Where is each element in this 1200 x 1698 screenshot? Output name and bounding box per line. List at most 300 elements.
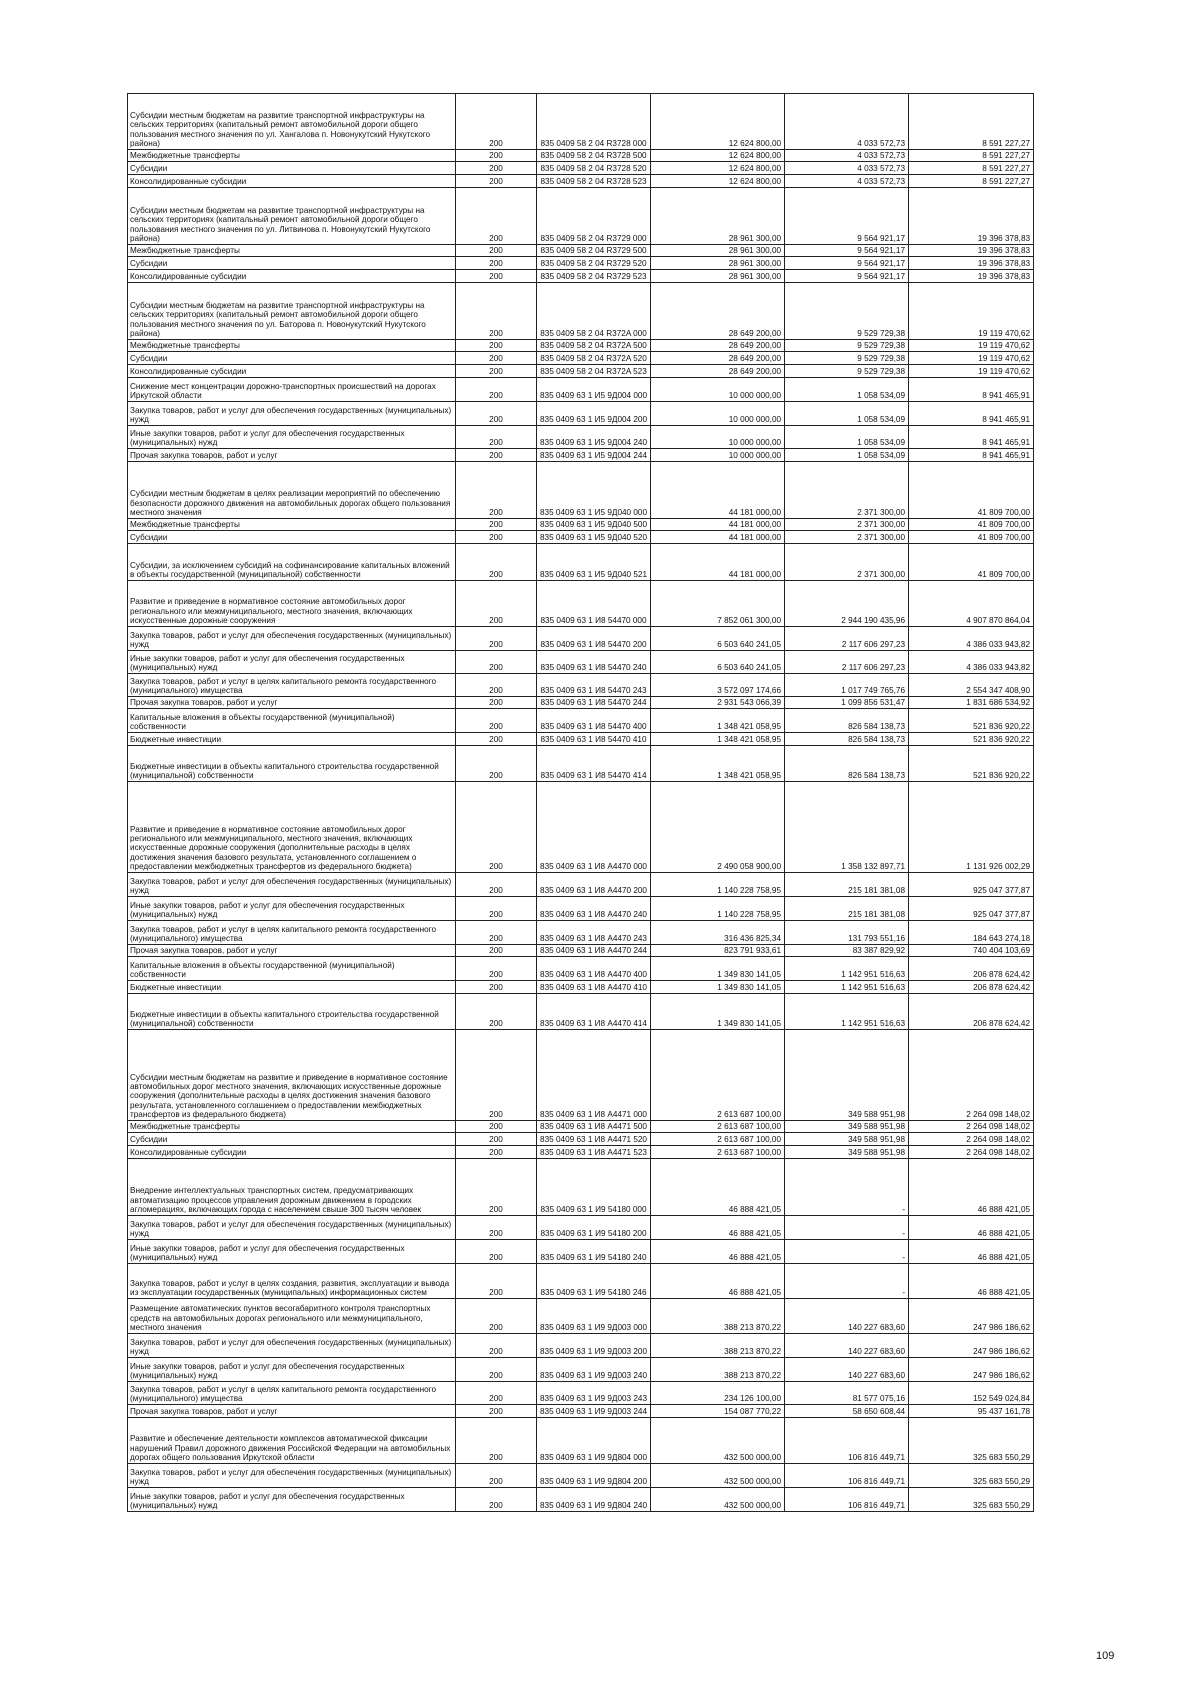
table-row [128,1299,1034,1334]
row-kbk-cell: 835 0409 58 2 04 R3729 520 [537,257,651,270]
row-kbk-cell: 835 0409 63 1 И5 9Д040 500 [537,519,651,531]
row-approved-cell: 1 349 830 141,05 [651,994,785,1030]
row-code-cell: 200 [456,1418,537,1464]
row-name-cell: Субсидии [128,257,456,270]
row-remainder-cell: 184 643 274,18 [909,921,1034,945]
row-code-cell: 200 [456,257,537,270]
table-row [128,1133,1034,1146]
row-name-cell: Межбюджетные трансферты [128,340,456,352]
row-executed-cell: 58 650 608,44 [785,1405,909,1418]
row-kbk-cell: 835 0409 63 1 И8 54470 240 [537,651,651,674]
row-name-cell: Бюджетные инвестиции в объекты капитального строительства государственной (муниципальной) собственности [128,994,456,1030]
row-executed-cell: 349 588 951,98 [785,1146,909,1159]
row-kbk-cell: 835 0409 58 2 04 R3728 523 [537,175,651,188]
row-executed-cell: - [785,1216,909,1240]
row-approved-cell: 46 888 421,05 [651,1264,785,1299]
row-remainder-cell: 206 878 624,42 [909,957,1034,981]
row-executed-cell: - [785,1240,909,1264]
row-name-cell: Закупка товаров, работ и услуг для обеспечения государственных (муниципальных) нужд [128,873,456,897]
row-code-cell: 200 [456,1121,537,1133]
row-executed-cell: 1 058 534,09 [785,426,909,449]
row-remainder-cell: 46 888 421,05 [909,1216,1034,1240]
row-remainder-cell: 8 941 465,91 [909,426,1034,449]
table-row [128,1418,1034,1464]
row-approved-cell: 1 349 830 141,05 [651,981,785,994]
row-remainder-cell: 247 986 186,62 [909,1334,1034,1358]
table-row [128,270,1034,283]
row-code-cell: 200 [456,1264,537,1299]
row-approved-cell: 2 613 687 100,00 [651,1146,785,1159]
row-kbk-cell: 835 0409 63 1 И5 9Д004 200 [537,402,651,426]
row-code-cell: 200 [456,449,537,462]
row-executed-cell: 131 793 551,16 [785,921,909,945]
row-remainder-cell: 521 836 920,22 [909,733,1034,746]
row-name-cell: Развитие и приведение в нормативное состояние автомобильных дорог регионального или межмуниципального, местного значения, включающих искусственные дорожные сооружения (дополнительные расходы в целях достижения значения базового результата, установленного соглашением о предоставлении межбюджетных трансфертов из федерального бюджета) [128,782,456,873]
table-row [128,426,1034,449]
table-row [128,581,1034,627]
row-name-cell: Межбюджетные трансферты [128,245,456,257]
table-row [128,994,1034,1030]
row-approved-cell: 2 613 687 100,00 [651,1030,785,1121]
row-kbk-cell: 835 0409 63 1 И8 А4471 520 [537,1133,651,1146]
row-name-cell: Субсидии [128,162,456,175]
row-name-cell: Закупка товаров, работ и услуг в целях капитального ремонта государственного (муниципального) имущества [128,1382,456,1405]
row-approved-cell: 46 888 421,05 [651,1159,785,1216]
row-name-cell: Прочая закупка товаров, работ и услуг [128,697,456,709]
row-name-cell: Межбюджетные трансферты [128,150,456,162]
table-row [128,674,1034,697]
row-kbk-cell: 835 0409 63 1 И5 9Д040 521 [537,544,651,581]
row-code-cell: 200 [456,651,537,674]
row-name-cell: Внедрение интеллектуальных транспортных систем, предусматривающих автоматизацию процессов управления дорожным движением в городских агломерациях, включающих города с населением свыше 300 тысяч человек [128,1159,456,1216]
row-remainder-cell: 4 386 033 943,82 [909,651,1034,674]
row-remainder-cell: 19 396 378,83 [909,245,1034,257]
row-name-cell: Субсидии [128,531,456,544]
row-approved-cell: 154 087 770,22 [651,1405,785,1418]
row-code-cell: 200 [456,1382,537,1405]
row-kbk-cell: 835 0409 63 1 И8 А4471 523 [537,1146,651,1159]
row-name-cell: Закупка товаров, работ и услуг для обеспечения государственных (муниципальных) нужд [128,1464,456,1488]
row-kbk-cell: 835 0409 63 1 И8 54470 410 [537,733,651,746]
row-name-cell: Бюджетные инвестиции [128,981,456,994]
row-executed-cell: 4 033 572,73 [785,94,909,150]
row-remainder-cell: 8 941 465,91 [909,402,1034,426]
row-approved-cell: 1 140 228 758,95 [651,873,785,897]
table-row [128,1264,1034,1299]
table-row [128,651,1034,674]
row-code-cell: 200 [456,365,537,378]
row-executed-cell: 349 588 951,98 [785,1133,909,1146]
row-code-cell: 200 [456,1030,537,1121]
row-remainder-cell: 19 119 470,62 [909,352,1034,365]
row-remainder-cell: 8 591 227,27 [909,175,1034,188]
row-code-cell: 200 [456,897,537,921]
row-approved-cell: 28 961 300,00 [651,245,785,257]
row-code-cell: 200 [456,175,537,188]
row-name-cell: Субсидии местным бюджетам на развитие и приведение в нормативное состояние автомобильных дорог местного значения, включающих искусственные дорожные сооружения (дополнительные расходы в целях достижения значения базового результата, установленного соглашением о предоставлении межбюджетных трансфертов из федерального бюджета) [128,1030,456,1121]
row-approved-cell: 234 126 100,00 [651,1382,785,1405]
table-row [128,365,1034,378]
row-code-cell: 200 [456,674,537,697]
row-name-cell: Иные закупки товаров, работ и услуг для обеспечения государственных (муниципальных) нужд [128,1358,456,1382]
row-name-cell: Субсидии местным бюджетам на развитие транспортной инфраструктуры на сельских территориях (капитальный ремонт автомобильной дороги общего пользования местного значения по ул. Баторова п. Новонукутский Нукутского района) [128,283,456,340]
row-remainder-cell: 206 878 624,42 [909,994,1034,1030]
row-kbk-cell: 835 0409 63 1 И9 9Д003 244 [537,1405,651,1418]
table-row [128,1030,1034,1121]
row-executed-cell: 1 017 749 765,76 [785,674,909,697]
row-name-cell: Закупка товаров, работ и услуг для обеспечения государственных (муниципальных) нужд [128,1216,456,1240]
row-executed-cell: 140 227 683,60 [785,1358,909,1382]
row-remainder-cell: 325 683 550,29 [909,1464,1034,1488]
row-approved-cell: 10 000 000,00 [651,449,785,462]
row-approved-cell: 388 213 870,22 [651,1299,785,1334]
table-row [128,462,1034,519]
row-approved-cell: 10 000 000,00 [651,402,785,426]
row-code-cell: 200 [456,1146,537,1159]
row-executed-cell: 9 529 729,38 [785,340,909,352]
row-name-cell: Иные закупки товаров, работ и услуг для обеспечения государственных (муниципальных) нужд [128,1488,456,1512]
row-remainder-cell: 247 986 186,62 [909,1358,1034,1382]
table-row [128,1405,1034,1418]
row-name-cell: Капитальные вложения в объекты государственной (муниципальной) собственности [128,709,456,733]
row-name-cell: Прочая закупка товаров, работ и услуг [128,945,456,957]
row-approved-cell: 44 181 000,00 [651,519,785,531]
row-remainder-cell: 4 907 870 864,04 [909,581,1034,627]
row-remainder-cell: 8 941 465,91 [909,449,1034,462]
row-executed-cell: 1 358 132 897,71 [785,782,909,873]
row-kbk-cell: 835 0409 63 1 И8 А4471 500 [537,1121,651,1133]
row-code-cell: 200 [456,957,537,981]
row-name-cell: Закупка товаров, работ и услуг для обеспечения государственных (муниципальных) нужд [128,402,456,426]
row-code-cell: 200 [456,188,537,245]
row-remainder-cell: 41 809 700,00 [909,544,1034,581]
row-approved-cell: 6 503 640 241,05 [651,651,785,674]
table-row [128,1382,1034,1405]
row-remainder-cell: 925 047 377,87 [909,897,1034,921]
row-kbk-cell: 835 0409 63 1 И8 А4471 000 [537,1030,651,1121]
row-approved-cell: 316 436 825,34 [651,921,785,945]
row-name-cell: Развитие и обеспечение деятельности комплексов автоматической фиксации нарушений Правил дорожного движения Российской Федерации на автомобильных дорогах общего пользования Иркутской области [128,1418,456,1464]
row-code-cell: 200 [456,544,537,581]
row-name-cell: Закупка товаров, работ и услуг для обеспечения государственных (муниципальных) нужд [128,1334,456,1358]
row-executed-cell: 1 142 951 516,63 [785,994,909,1030]
row-code-cell: 200 [456,283,537,340]
row-kbk-cell: 835 0409 63 1 И9 54180 240 [537,1240,651,1264]
row-code-cell: 200 [456,1405,537,1418]
table-row [128,1240,1034,1264]
row-name-cell: Субсидии [128,1133,456,1146]
table-row [128,1488,1034,1512]
row-executed-cell: 1 099 856 531,47 [785,697,909,709]
row-code-cell: 200 [456,150,537,162]
row-kbk-cell: 835 0409 63 1 И8 54470 400 [537,709,651,733]
table-row [128,352,1034,365]
row-remainder-cell: 325 683 550,29 [909,1488,1034,1512]
table-row [128,921,1034,945]
row-executed-cell: - [785,1264,909,1299]
row-kbk-cell: 835 0409 58 2 04 R3728 500 [537,150,651,162]
row-approved-cell: 10 000 000,00 [651,378,785,402]
row-approved-cell: 1 348 421 058,95 [651,733,785,746]
row-executed-cell: 1 058 534,09 [785,378,909,402]
table-row [128,897,1034,921]
table-row [128,945,1034,957]
row-kbk-cell: 835 0409 58 2 04 R3729 000 [537,188,651,245]
row-approved-cell: 432 500 000,00 [651,1488,785,1512]
row-remainder-cell: 4 386 033 943,82 [909,627,1034,651]
table-row [128,782,1034,873]
row-code-cell: 200 [456,945,537,957]
row-remainder-cell: 8 591 227,27 [909,150,1034,162]
row-kbk-cell: 835 0409 58 2 04 R372A 500 [537,340,651,352]
row-code-cell: 200 [456,1358,537,1382]
row-code-cell: 200 [456,270,537,283]
row-remainder-cell: 8 591 227,27 [909,162,1034,175]
row-kbk-cell: 835 0409 63 1 И9 9Д003 243 [537,1382,651,1405]
row-kbk-cell: 835 0409 63 1 И9 9Д003 000 [537,1299,651,1334]
row-name-cell: Иные закупки товаров, работ и услуг для обеспечения государственных (муниципальных) нужд [128,1240,456,1264]
row-approved-cell: 46 888 421,05 [651,1216,785,1240]
row-remainder-cell: 46 888 421,05 [909,1159,1034,1216]
row-executed-cell: 83 387 829,92 [785,945,909,957]
row-executed-cell: 2 371 300,00 [785,531,909,544]
row-name-cell: Консолидированные субсидии [128,1146,456,1159]
row-executed-cell: 349 588 951,98 [785,1030,909,1121]
row-kbk-cell: 835 0409 63 1 И8 А4470 400 [537,957,651,981]
row-approved-cell: 44 181 000,00 [651,531,785,544]
row-code-cell: 200 [456,697,537,709]
row-executed-cell: 349 588 951,98 [785,1121,909,1133]
row-name-cell: Бюджетные инвестиции [128,733,456,746]
row-name-cell: Закупка товаров, работ и услуг в целях капитального ремонта государственного (муниципального) имущества [128,674,456,697]
row-kbk-cell: 835 0409 63 1 И9 9Д003 240 [537,1358,651,1382]
row-code-cell: 200 [456,245,537,257]
row-executed-cell: 826 584 138,73 [785,709,909,733]
row-code-cell: 200 [456,352,537,365]
row-name-cell: Закупка товаров, работ и услуг в целях капитального ремонта государственного (муниципального) имущества [128,921,456,945]
row-remainder-cell: 521 836 920,22 [909,746,1034,782]
row-remainder-cell: 2 264 098 148,02 [909,1133,1034,1146]
page-number: 109 [1096,1650,1115,1662]
row-kbk-cell: 835 0409 63 1 И8 А4470 200 [537,873,651,897]
row-name-cell: Закупка товаров, работ и услуг для обеспечения государственных (муниципальных) нужд [128,627,456,651]
row-remainder-cell: 2 554 347 408,90 [909,674,1034,697]
row-approved-cell: 3 572 097 174,66 [651,674,785,697]
row-approved-cell: 44 181 000,00 [651,462,785,519]
budget-table-body [128,94,1034,1512]
row-executed-cell: 4 033 572,73 [785,150,909,162]
row-name-cell: Капитальные вложения в объекты государственной (муниципальной) собственности [128,957,456,981]
row-name-cell: Субсидии местным бюджетам на развитие транспортной инфраструктуры на сельских территориях (капитальный ремонт автомобильной дороги общего пользования местного значения по ул. Литвинова п. Новонукутский Нукутского района) [128,188,456,245]
row-remainder-cell: 247 986 186,62 [909,1299,1034,1334]
row-approved-cell: 1 348 421 058,95 [651,746,785,782]
row-remainder-cell: 740 404 103,69 [909,945,1034,957]
row-remainder-cell: 19 119 470,62 [909,283,1034,340]
row-approved-cell: 12 624 800,00 [651,94,785,150]
row-remainder-cell: 8 941 465,91 [909,378,1034,402]
row-executed-cell: 106 816 449,71 [785,1418,909,1464]
table-row [128,175,1034,188]
table-row [128,257,1034,270]
row-approved-cell: 388 213 870,22 [651,1334,785,1358]
row-remainder-cell: 95 437 161,78 [909,1405,1034,1418]
row-code-cell: 200 [456,733,537,746]
row-kbk-cell: 835 0409 63 1 И9 9Д804 240 [537,1488,651,1512]
row-kbk-cell: 835 0409 63 1 И8 54470 243 [537,674,651,697]
row-approved-cell: 823 791 933,61 [651,945,785,957]
row-code-cell: 200 [456,873,537,897]
row-executed-cell: 140 227 683,60 [785,1334,909,1358]
row-executed-cell: 2 371 300,00 [785,544,909,581]
row-remainder-cell: 46 888 421,05 [909,1240,1034,1264]
row-code-cell: 200 [456,1299,537,1334]
table-row [128,340,1034,352]
row-name-cell: Иные закупки товаров, работ и услуг для обеспечения государственных (муниципальных) нужд [128,897,456,921]
row-kbk-cell: 835 0409 63 1 И9 9Д804 200 [537,1464,651,1488]
row-remainder-cell: 2 264 098 148,02 [909,1030,1034,1121]
table-row [128,188,1034,245]
row-approved-cell: 44 181 000,00 [651,544,785,581]
row-code-cell: 200 [456,378,537,402]
table-row [128,1121,1034,1133]
row-name-cell: Развитие и приведение в нормативное состояние автомобильных дорог регионального или межмуниципального, местного значения, включающих искусственные дорожные сооружения [128,581,456,627]
row-approved-cell: 28 649 200,00 [651,365,785,378]
row-code-cell: 200 [456,340,537,352]
budget-table [127,93,1034,1512]
row-code-cell: 200 [456,519,537,531]
table-row [128,150,1034,162]
row-remainder-cell: 46 888 421,05 [909,1264,1034,1299]
row-name-cell: Бюджетные инвестиции в объекты капитального строительства государственной (муниципальной) собственности [128,746,456,782]
table-row [128,1146,1034,1159]
row-kbk-cell: 835 0409 58 2 04 R372A 000 [537,283,651,340]
row-name-cell: Субсидии [128,352,456,365]
row-kbk-cell: 835 0409 63 1 И8 54470 244 [537,697,651,709]
row-kbk-cell: 835 0409 63 1 И8 А4470 414 [537,994,651,1030]
row-kbk-cell: 835 0409 63 1 И8 А4470 000 [537,782,651,873]
row-remainder-cell: 521 836 920,22 [909,709,1034,733]
row-code-cell: 200 [456,1334,537,1358]
row-remainder-cell: 19 396 378,83 [909,257,1034,270]
row-approved-cell: 28 649 200,00 [651,283,785,340]
row-approved-cell: 2 490 058 900,00 [651,782,785,873]
row-code-cell: 200 [456,94,537,150]
row-approved-cell: 12 624 800,00 [651,175,785,188]
table-row [128,283,1034,340]
row-name-cell: Межбюджетные трансферты [128,1121,456,1133]
row-kbk-cell: 835 0409 63 1 И9 54180 000 [537,1159,651,1216]
row-approved-cell: 46 888 421,05 [651,1240,785,1264]
row-code-cell: 200 [456,162,537,175]
row-remainder-cell: 1 831 686 534,92 [909,697,1034,709]
row-executed-cell: 9 529 729,38 [785,283,909,340]
table-row [128,1334,1034,1358]
row-approved-cell: 1 348 421 058,95 [651,709,785,733]
row-executed-cell: 140 227 683,60 [785,1299,909,1334]
row-code-cell: 200 [456,981,537,994]
row-name-cell: Снижение мест концентрации дорожно-транспортных происшествий на дорогах Иркутской области [128,378,456,402]
row-name-cell: Консолидированные субсидии [128,270,456,283]
row-executed-cell: 9 529 729,38 [785,365,909,378]
row-remainder-cell: 19 396 378,83 [909,188,1034,245]
row-code-cell: 200 [456,581,537,627]
row-remainder-cell: 19 119 470,62 [909,340,1034,352]
table-row [128,957,1034,981]
row-approved-cell: 28 961 300,00 [651,270,785,283]
table-row [128,519,1034,531]
row-approved-cell: 2 613 687 100,00 [651,1133,785,1146]
row-kbk-cell: 835 0409 63 1 И8 54470 414 [537,746,651,782]
row-kbk-cell: 835 0409 63 1 И8 54470 200 [537,627,651,651]
table-row [128,746,1034,782]
row-approved-cell: 28 649 200,00 [651,352,785,365]
row-kbk-cell: 835 0409 63 1 И9 9Д003 200 [537,1334,651,1358]
row-remainder-cell: 1 131 926 002,29 [909,782,1034,873]
row-executed-cell: 2 117 606 297,23 [785,651,909,674]
row-executed-cell: 9 564 921,17 [785,245,909,257]
row-kbk-cell: 835 0409 63 1 И5 9Д040 520 [537,531,651,544]
row-executed-cell: 826 584 138,73 [785,746,909,782]
row-kbk-cell: 835 0409 63 1 И5 9Д040 000 [537,462,651,519]
table-row [128,627,1034,651]
row-executed-cell: 1 058 534,09 [785,449,909,462]
table-row [128,1159,1034,1216]
row-name-cell: Размещение автоматических пунктов весогабаритного контроля транспортных средств на автомобильных дорогах регионального или межмуниципального, местного значения [128,1299,456,1334]
row-kbk-cell: 835 0409 58 2 04 R372A 523 [537,365,651,378]
table-row [128,245,1034,257]
row-kbk-cell: 835 0409 58 2 04 R3728 520 [537,162,651,175]
row-executed-cell: 2 117 606 297,23 [785,627,909,651]
row-executed-cell: 1 142 951 516,63 [785,957,909,981]
table-row [128,1358,1034,1382]
row-remainder-cell: 925 047 377,87 [909,873,1034,897]
row-executed-cell: 215 181 381,08 [785,873,909,897]
row-kbk-cell: 835 0409 63 1 И8 А4470 410 [537,981,651,994]
row-remainder-cell: 41 809 700,00 [909,462,1034,519]
row-executed-cell: 106 816 449,71 [785,1488,909,1512]
row-kbk-cell: 835 0409 63 1 И8 54470 000 [537,581,651,627]
row-remainder-cell: 19 396 378,83 [909,270,1034,283]
row-name-cell: Прочая закупка товаров, работ и услуг [128,1405,456,1418]
row-remainder-cell: 2 264 098 148,02 [909,1121,1034,1133]
row-kbk-cell: 835 0409 63 1 И8 А4470 243 [537,921,651,945]
row-remainder-cell: 41 809 700,00 [909,519,1034,531]
row-kbk-cell: 835 0409 63 1 И5 9Д004 244 [537,449,651,462]
row-remainder-cell: 19 119 470,62 [909,365,1034,378]
row-executed-cell: 4 033 572,73 [785,175,909,188]
row-executed-cell: 826 584 138,73 [785,733,909,746]
row-approved-cell: 2 931 543 066,39 [651,697,785,709]
table-row [128,378,1034,402]
table-row [128,544,1034,581]
row-executed-cell: - [785,1159,909,1216]
row-executed-cell: 2 944 190 435,96 [785,581,909,627]
row-remainder-cell: 8 591 227,27 [909,94,1034,150]
table-row [128,1216,1034,1240]
row-code-cell: 200 [456,1216,537,1240]
row-remainder-cell: 152 549 024,84 [909,1382,1034,1405]
row-kbk-cell: 835 0409 63 1 И9 9Д804 000 [537,1418,651,1464]
row-kbk-cell: 835 0409 58 2 04 R372A 520 [537,352,651,365]
row-executed-cell: 215 181 381,08 [785,897,909,921]
row-approved-cell: 12 624 800,00 [651,150,785,162]
table-row [128,733,1034,746]
row-name-cell: Закупка товаров, работ и услуг в целях создания, развития, эксплуатации и вывода из эксплуатации государственных (муниципальных) информационных систем [128,1264,456,1299]
row-name-cell: Субсидии местным бюджетам в целях реализации мероприятий по обеспечению безопасности дорожного движения на автомобильных дорогах общего пользования местного значения [128,462,456,519]
row-code-cell: 200 [456,709,537,733]
row-kbk-cell: 835 0409 63 1 И9 54180 200 [537,1216,651,1240]
row-kbk-cell: 835 0409 63 1 И8 А4470 244 [537,945,651,957]
